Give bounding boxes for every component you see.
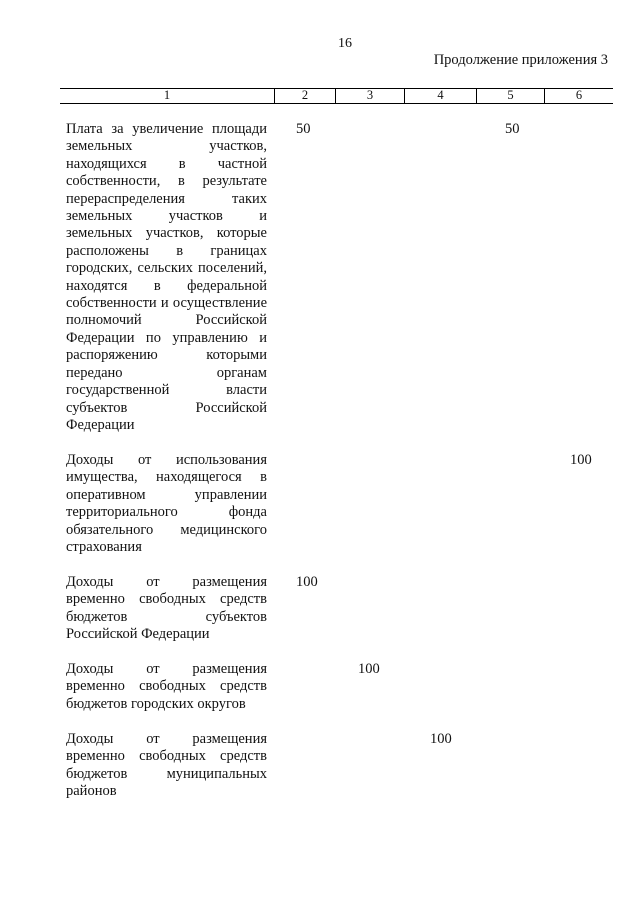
- row-value-col2: 100: [296, 574, 318, 590]
- row-description: Доходы от размещения временно свободных средств бюджетов городских округов: [66, 661, 267, 712]
- continuation-label: Продолжение приложения 3: [433, 52, 608, 68]
- column-header-1: 1: [163, 88, 171, 102]
- column-header-6: 6: [544, 89, 613, 103]
- column-header-5: 5: [476, 89, 544, 103]
- row-value-col5: 50: [505, 121, 520, 137]
- table-header: [60, 88, 613, 104]
- row-value-col2: 50: [296, 121, 311, 137]
- row-description: Доходы от размещения временно свободных средств бюджетов муниципальных районов: [66, 731, 267, 800]
- page-number: 16: [338, 36, 352, 51]
- row-value-col6: 100: [570, 452, 592, 468]
- row-value-col4: 100: [430, 731, 452, 747]
- row-value-col3: 100: [358, 661, 380, 677]
- column-header-3: 3: [335, 89, 404, 103]
- row-description: Доходы от размещения временно свободных средств бюджетов субъектов Российской Федерации: [66, 574, 267, 643]
- row-description: Плата за увеличение площади земельных участков, находящихся в частной собственности, в результате перераспределения таких земельных участков и земельных участков, которые расположены в границах городских, сельских поселений, находятся в федеральной собственности и осуществление полномочий Российской Федерации по управлению и распоряжению которыми передано органам государственной власти субъектов Российской Федерации: [66, 121, 267, 433]
- row-description: Доходы от использования имущества, находящегося в оперативном управлении территориального фонда обязательного медицинского страхования: [66, 452, 267, 556]
- column-header-4: 4: [404, 89, 476, 103]
- column-header-2: 2: [274, 89, 335, 103]
